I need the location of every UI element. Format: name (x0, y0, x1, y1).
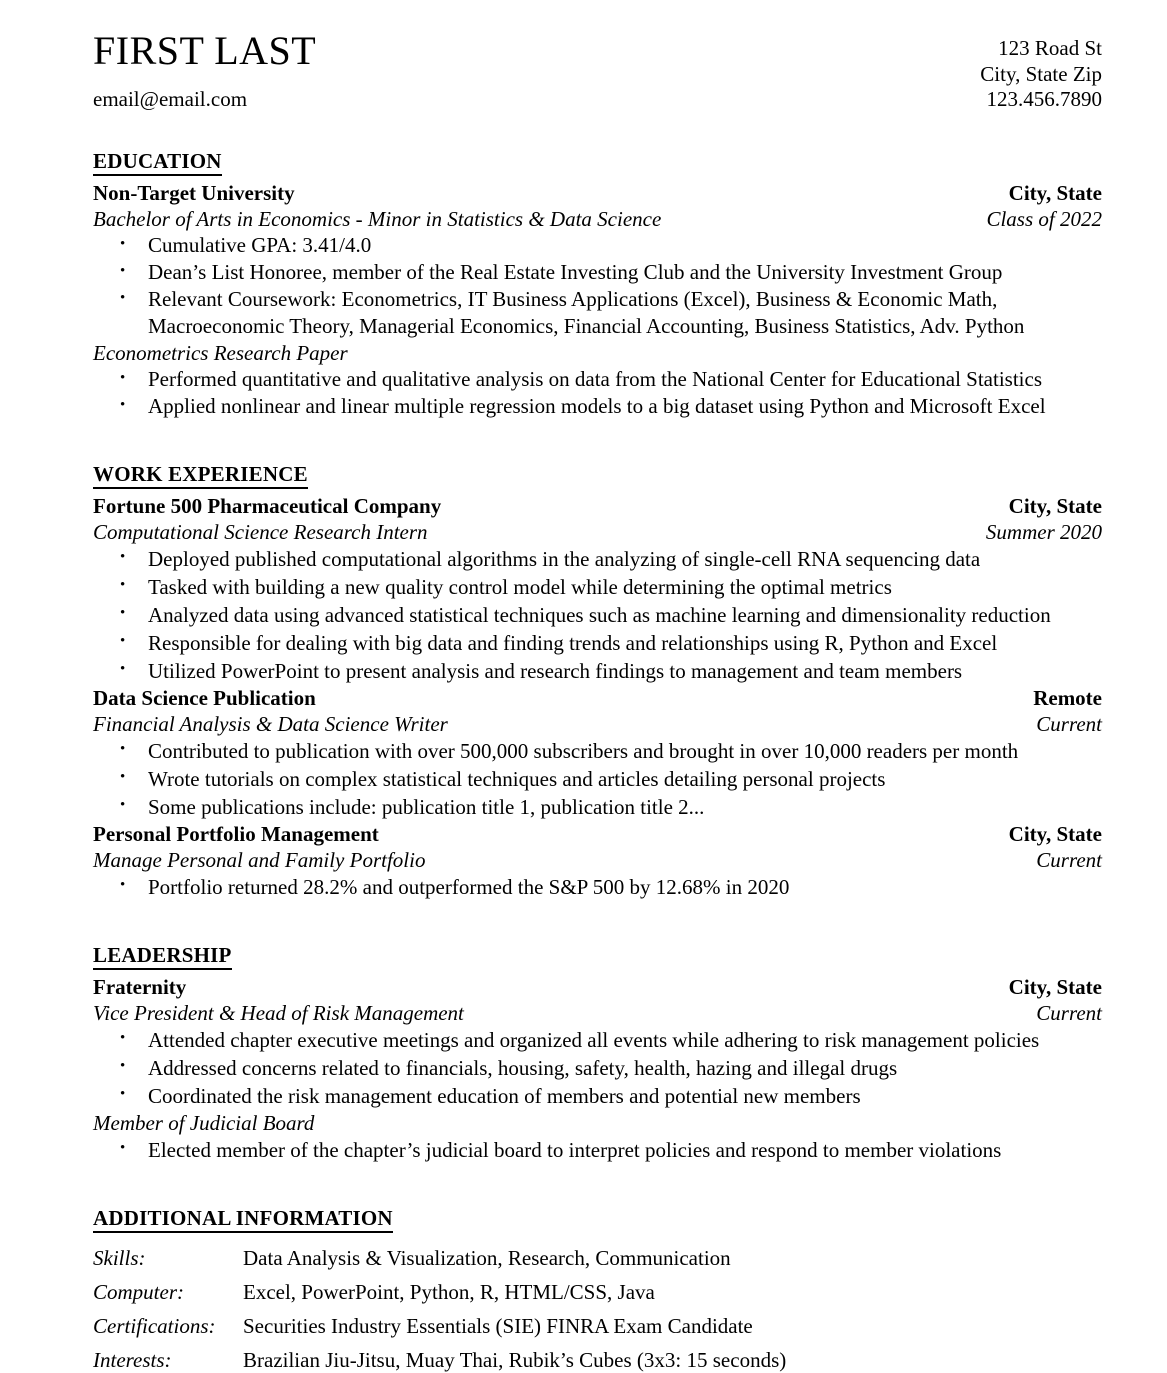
list-item: • Coordinated the risk management education of members and potential new members (93, 1082, 1102, 1110)
work-org-row (93, 821, 1102, 847)
list-item: • Utilized PowerPoint to present analysis and research findings to management and team members (93, 657, 1102, 685)
job-date: Summer 2020 (985, 519, 1102, 544)
section-heading-work-experience: WORK EXPERIENCE (93, 462, 308, 489)
contact-block (980, 26, 1102, 113)
section-heading-leadership: LEADERSHIP (93, 943, 232, 970)
list-item: • Attended chapter executive meetings and organized all events while adhering to risk management policies (93, 1026, 1102, 1054)
address-line-1: 123 Road St (998, 36, 1102, 60)
additional-row-skills (93, 1246, 1102, 1271)
address-line-2: City, State Zip (980, 61, 1102, 86)
work-entry-portfolio (93, 821, 1102, 901)
graduation-date: Class of 2022 (986, 206, 1102, 231)
additional-label: Certifications: (93, 1313, 216, 1338)
work-role-row (93, 519, 1102, 545)
list-item: • Responsible for dealing with big data and finding trends and relationships using R, Python and Excel (93, 629, 1102, 657)
list-item: • Addressed concerns related to financials, housing, safety, health, hazing and illegal drugs (93, 1054, 1102, 1082)
judicial-board-bullet-list (93, 1136, 1102, 1164)
list-item: • Wrote tutorials on complex statistical techniques and articles detailing personal projects (93, 765, 1102, 793)
list-item: • Analyzed data using advanced statistical techniques such as machine learning and dimensionality reduction (93, 601, 1102, 629)
section-heading-additional-information: ADDITIONAL INFORMATION (93, 1206, 393, 1233)
employer-location: Remote (1033, 685, 1102, 710)
additional-value: Excel, PowerPoint, Python, R, HTML/CSS, Java (243, 1279, 655, 1304)
job-date: Current (1036, 711, 1102, 736)
section-heading-education: EDUCATION (93, 149, 222, 176)
work-bullet-list (93, 737, 1102, 821)
school-location: City, State (1008, 180, 1102, 205)
additional-value: Brazilian Jiu-Jitsu, Muay Thai, Rubik’s Cubes (3x3: 15 seconds) (243, 1347, 787, 1372)
employer-location: City, State (1008, 493, 1102, 518)
job-date: Current (1036, 847, 1102, 872)
list-item: • Performed quantitative and qualitative analysis on data from the National Center for Educational Statistics (93, 366, 1102, 393)
additional-label: Skills: (93, 1245, 146, 1270)
employer-name: Fortune 500 Pharmaceutical Company (93, 493, 442, 518)
section-leadership (93, 943, 1102, 1164)
list-item: • Cumulative GPA: 3.41/4.0 (93, 232, 1102, 259)
employer-name: Personal Portfolio Management (93, 821, 379, 846)
organization-location: City, State (1008, 974, 1102, 999)
work-org-row (93, 685, 1102, 711)
list-item: • Dean’s List Honoree, member of the Real Estate Investing Club and the University Investment Group (93, 259, 1102, 286)
research-paper-bullet-list (93, 366, 1102, 420)
school-name: Non-Target University (93, 180, 295, 205)
job-title: Financial Analysis & Data Science Writer (93, 711, 448, 736)
header-identity (93, 26, 316, 112)
section-work-experience (93, 462, 1102, 901)
work-role-row (93, 847, 1102, 873)
additional-label: Computer: (93, 1279, 184, 1304)
section-education (93, 149, 1102, 420)
resume-header (93, 26, 1102, 113)
education-entry (93, 180, 1102, 420)
email-address: email@email.com (93, 87, 248, 111)
organization-name: Fraternity (93, 974, 187, 999)
degree-title: Bachelor of Arts in Economics - Minor in Statistics & Data Science (93, 206, 662, 231)
research-paper-subheading: Econometrics Research Paper (93, 340, 348, 365)
work-entry-publication (93, 685, 1102, 821)
work-org-row (93, 493, 1102, 519)
education-school-row (93, 180, 1102, 206)
education-bullet-list (93, 232, 1102, 340)
leadership-bullet-list (93, 1026, 1102, 1110)
additional-row-certifications (93, 1314, 1102, 1339)
employer-location: City, State (1008, 821, 1102, 846)
work-role-row (93, 711, 1102, 737)
list-item: • Tasked with building a new quality control model while determining the optimal metrics (93, 573, 1102, 601)
additional-value: Securities Industry Essentials (SIE) FINRA Exam Candidate (243, 1313, 753, 1338)
work-bullet-list (93, 545, 1102, 685)
list-item: • Relevant Coursework: Econometrics, IT Business Applications (Excel), Business & Economic Math, Macroeconomic Theory, Managerial Economics, Financial Accounting, Business Statistics, Adv. Python (93, 286, 1102, 340)
work-entry-pharmaceutical (93, 493, 1102, 685)
job-title: Manage Personal and Family Portfolio (93, 847, 426, 872)
list-item: • Applied nonlinear and linear multiple regression models to a big dataset using Python and Microsoft Excel (93, 393, 1102, 420)
list-item: • Contributed to publication with over 500,000 subscribers and brought in over 10,000 readers per month (93, 737, 1102, 765)
list-item: • Some publications include: publication title 1, publication title 2... (93, 793, 1102, 821)
leadership-role-row (93, 1000, 1102, 1026)
section-additional-information (93, 1206, 1102, 1373)
additional-row-interests (93, 1348, 1102, 1373)
leadership-entry (93, 974, 1102, 1164)
leadership-org-row (93, 974, 1102, 1000)
additional-row-computer (93, 1280, 1102, 1305)
additional-label: Interests: (93, 1347, 172, 1372)
additional-value: Data Analysis & Visualization, Research, Communication (243, 1245, 731, 1270)
judicial-board-subheading: Member of Judicial Board (93, 1110, 315, 1135)
leadership-date: Current (1036, 1000, 1102, 1025)
work-bullet-list (93, 873, 1102, 901)
education-degree-row (93, 206, 1102, 232)
page-title: FIRST LAST (93, 28, 317, 73)
leadership-title: Vice President & Head of Risk Management (93, 1000, 464, 1025)
employer-name: Data Science Publication (93, 685, 316, 710)
job-title: Computational Science Research Intern (93, 519, 428, 544)
list-item: • Portfolio returned 28.2% and outperformed the S&P 500 by 12.68% in 2020 (93, 873, 1102, 901)
list-item: • Deployed published computational algorithms in the analyzing of single-cell RNA sequencing data (93, 545, 1102, 573)
list-item: • Elected member of the chapter’s judicial board to interpret policies and respond to member violations (93, 1136, 1102, 1164)
phone-number: 123.456.7890 (986, 87, 1102, 111)
